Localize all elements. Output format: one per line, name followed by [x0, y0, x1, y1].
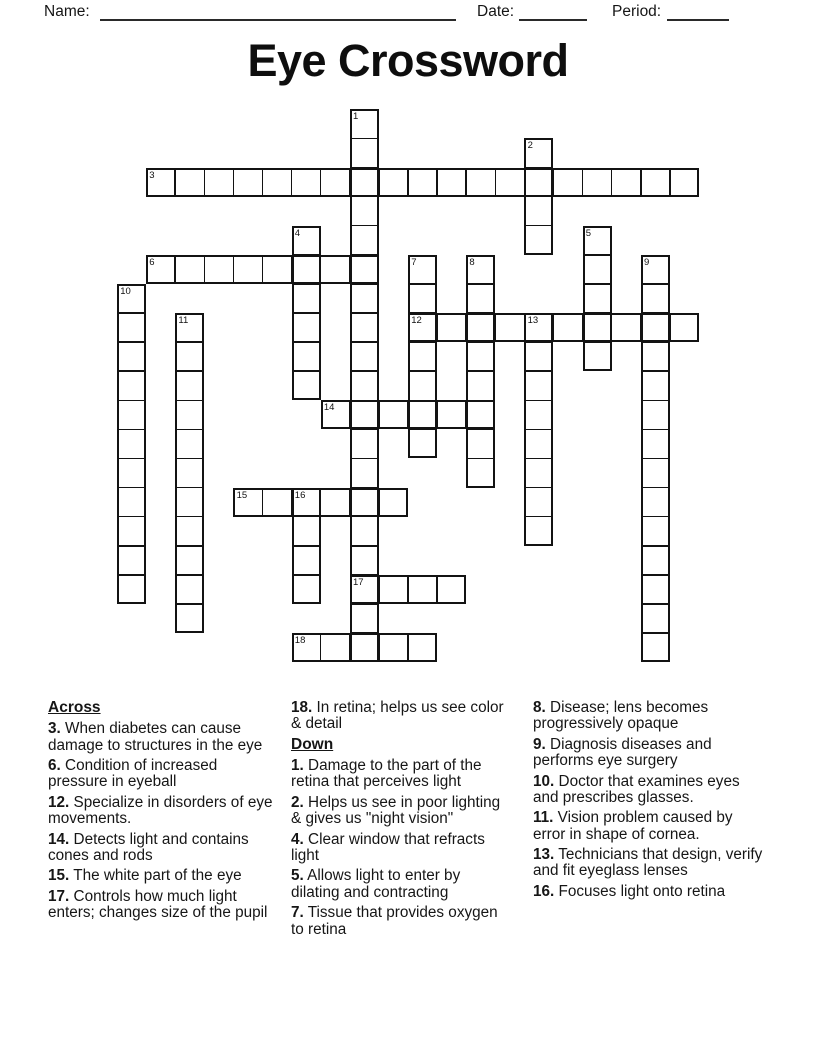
- cell-divider: [291, 169, 293, 196]
- cell-divider: [525, 458, 552, 460]
- cell-divider: [293, 312, 320, 314]
- cell-divider: [642, 603, 669, 605]
- cell-divider: [351, 341, 378, 343]
- cell-divider: [467, 458, 494, 460]
- clue-column-2: [291, 700, 507, 942]
- cell-divider: [407, 634, 409, 661]
- cell-divider: [378, 489, 380, 516]
- cell-divider: [611, 169, 613, 196]
- cell-divider: [320, 634, 322, 661]
- cell-divider: [525, 225, 552, 227]
- cell-divider: [320, 489, 322, 516]
- cell-divider: [640, 169, 642, 196]
- cell-divider: [436, 314, 438, 341]
- cell-divider: [351, 370, 378, 372]
- clue-5: 5. Allows light to enter by dilating and contracting: [291, 867, 461, 901]
- cell-divider: [640, 314, 642, 341]
- cell-divider: [642, 516, 669, 518]
- cell-divider: [262, 256, 264, 283]
- cell-divider: [176, 429, 203, 431]
- cell-divider: [351, 138, 378, 140]
- cell-divider: [291, 256, 293, 283]
- cell-divider: [642, 370, 669, 372]
- cell-divider: [174, 169, 176, 196]
- cell-divider: [378, 401, 380, 428]
- cell-divider: [495, 169, 497, 196]
- cell-divider: [436, 576, 438, 603]
- clue-3: 3. When diabetes can cause damage to structures in the eye: [48, 720, 263, 754]
- cell-divider: [351, 283, 378, 285]
- cell-divider: [351, 458, 378, 460]
- word-10-down: [117, 284, 146, 604]
- cell-divider: [118, 487, 145, 489]
- cell-divider: [351, 545, 378, 547]
- clue-7: 7. Tissue that provides oxygen to retina: [291, 904, 498, 938]
- cell-divider: [465, 169, 467, 196]
- cell-divider: [669, 314, 671, 341]
- cell-divider: [409, 429, 436, 431]
- cell-divider: [351, 196, 378, 198]
- cell-divider: [524, 169, 526, 196]
- cell-divider: [582, 314, 584, 341]
- cell-divider: [407, 576, 409, 603]
- cell-divider: [176, 516, 203, 518]
- cell-divider: [436, 401, 438, 428]
- cell-divider: [642, 400, 669, 402]
- cell-number-12: 12: [411, 315, 422, 326]
- cell-divider: [118, 429, 145, 431]
- cell-divider: [611, 314, 613, 341]
- cell-divider: [349, 256, 351, 283]
- cell-divider: [467, 429, 494, 431]
- cell-divider: [349, 489, 351, 516]
- cell-divider: [409, 283, 436, 285]
- cell-divider: [467, 312, 494, 314]
- cell-divider: [351, 312, 378, 314]
- cell-divider: [642, 487, 669, 489]
- cell-divider: [525, 196, 552, 198]
- cell-divider: [409, 400, 436, 402]
- cell-divider: [118, 400, 145, 402]
- cell-number-16: 16: [294, 489, 306, 501]
- word-5-down: [583, 226, 612, 372]
- cell-divider: [525, 370, 552, 372]
- cell-divider: [293, 283, 320, 285]
- clue-17: 17. Controls how much light enters; changes size of the pupil: [48, 887, 268, 922]
- clue-2: 2. Helps us see in poor lighting & gives us "night vision": [291, 793, 501, 828]
- cell-divider: [525, 167, 552, 169]
- cell-divider: [407, 401, 409, 428]
- cell-divider: [176, 487, 203, 489]
- cell-divider: [525, 516, 552, 518]
- cell-number-14: 14: [323, 402, 335, 414]
- cell-divider: [351, 516, 378, 518]
- cell-number-7: 7: [411, 256, 417, 268]
- cell-divider: [351, 603, 378, 605]
- cell-divider: [351, 429, 378, 431]
- cell-divider: [176, 370, 203, 372]
- cell-divider: [293, 341, 320, 343]
- cell-divider: [553, 169, 555, 196]
- cell-divider: [642, 632, 669, 634]
- clue-10: 10. Doctor that examines eyes and prescribes glasses.: [533, 772, 740, 806]
- clues-heading-across: Across: [48, 699, 101, 716]
- cell-divider: [204, 256, 206, 283]
- cell-divider: [553, 314, 555, 341]
- cell-divider: [118, 516, 145, 518]
- clue-4: 4. Clear window that refracts light: [291, 830, 485, 864]
- cell-divider: [525, 487, 552, 489]
- cell-divider: [349, 169, 351, 196]
- cell-divider: [320, 169, 322, 196]
- clue-6: 6. Condition of increased pressure in eyeball: [48, 757, 218, 791]
- cell-divider: [642, 458, 669, 460]
- cell-divider: [118, 341, 145, 343]
- cell-divider: [233, 169, 235, 196]
- cell-divider: [524, 314, 526, 341]
- cell-divider: [467, 400, 494, 402]
- cell-divider: [495, 314, 497, 341]
- cell-divider: [293, 574, 320, 576]
- cell-divider: [293, 545, 320, 547]
- cell-number-6: 6: [149, 256, 155, 268]
- clue-16: 16. Focuses light onto retina: [533, 882, 726, 900]
- cell-number-5: 5: [585, 227, 592, 239]
- clue-11: 11. Vision problem caused by error in shape of cornea.: [533, 809, 733, 843]
- cell-divider: [467, 370, 494, 372]
- cell-divider: [409, 341, 436, 343]
- cell-divider: [320, 256, 322, 283]
- cell-divider: [584, 341, 611, 343]
- cell-divider: [525, 429, 552, 431]
- cell-divider: [582, 169, 584, 196]
- clue-1: 1. Damage to the part of the retina that perceives light: [291, 757, 482, 791]
- cell-number-10: 10: [120, 285, 131, 297]
- cell-divider: [467, 341, 494, 343]
- cell-divider: [436, 169, 438, 196]
- cell-divider: [349, 634, 351, 661]
- cell-divider: [291, 489, 293, 516]
- cell-number-2: 2: [527, 140, 533, 152]
- name-label: Name:: [44, 3, 90, 20]
- cell-divider: [174, 256, 176, 283]
- cell-number-17: 17: [353, 576, 364, 588]
- cell-divider: [409, 370, 436, 372]
- cell-divider: [584, 254, 611, 256]
- cell-number-9: 9: [644, 256, 650, 268]
- cell-divider: [584, 312, 611, 314]
- cell-divider: [584, 283, 611, 285]
- cell-divider: [409, 312, 436, 314]
- cell-divider: [378, 634, 380, 661]
- cell-number-4: 4: [294, 227, 301, 239]
- clue-15: 15. The white part of the eye: [48, 867, 242, 885]
- cell-divider: [293, 516, 320, 518]
- cell-divider: [642, 574, 669, 576]
- cell-divider: [118, 370, 145, 372]
- cell-divider: [378, 169, 380, 196]
- word-11-down: [175, 313, 204, 633]
- clue-12: 12. Specialize in disorders of eye movements.: [48, 793, 273, 828]
- cell-number-18: 18: [294, 635, 306, 647]
- cell-divider: [176, 603, 203, 605]
- cell-divider: [351, 225, 378, 227]
- clue-column-1: [48, 700, 276, 926]
- period-label: Period:: [612, 3, 662, 20]
- cell-divider: [669, 169, 671, 196]
- cell-divider: [351, 574, 378, 576]
- cell-divider: [293, 370, 320, 372]
- clue-13: 13. Technicians that design, verify and fit eyeglass lenses: [533, 846, 763, 880]
- cell-divider: [118, 458, 145, 460]
- clue-14: 14. Detects light and contains cones and rods: [48, 830, 249, 864]
- cell-number-8: 8: [469, 256, 475, 268]
- clue-column-3: [533, 700, 763, 904]
- cell-number-13: 13: [527, 315, 539, 326]
- cell-divider: [642, 341, 669, 343]
- cell-divider: [233, 256, 235, 283]
- cell-divider: [467, 283, 494, 285]
- cell-divider: [176, 545, 203, 547]
- cell-divider: [642, 283, 669, 285]
- cell-divider: [351, 632, 378, 634]
- cell-divider: [262, 169, 264, 196]
- cell-divider: [349, 401, 351, 428]
- cell-divider: [176, 458, 203, 460]
- clue-18: 18. In retina; helps us see color & detail: [291, 699, 504, 733]
- cell-divider: [118, 574, 145, 576]
- cell-divider: [176, 400, 203, 402]
- cell-divider: [262, 489, 264, 516]
- clues-heading-down: Down: [291, 735, 334, 753]
- page-title: Eye Crossword: [247, 35, 569, 86]
- date-label: Date:: [477, 3, 515, 20]
- cell-divider: [351, 254, 378, 256]
- cell-divider: [293, 254, 320, 256]
- clue-9: 9. Diagnosis diseases and performs eye surgery: [533, 735, 712, 770]
- cell-divider: [642, 545, 669, 547]
- word-3-across: [146, 168, 699, 197]
- cell-number-3: 3: [149, 169, 155, 181]
- cell-divider: [351, 400, 378, 402]
- cell-divider: [465, 401, 467, 428]
- cell-divider: [525, 400, 552, 402]
- cell-number-1: 1: [353, 111, 359, 123]
- cell-divider: [351, 167, 378, 169]
- cell-divider: [118, 312, 145, 314]
- cell-divider: [525, 341, 552, 343]
- cell-divider: [642, 312, 669, 314]
- cell-number-15: 15: [236, 489, 248, 501]
- cell-divider: [378, 576, 380, 603]
- cell-divider: [118, 545, 145, 547]
- cell-divider: [642, 429, 669, 431]
- clue-8: 8. Disease; lens becomes progressively opaque: [533, 699, 709, 733]
- cell-divider: [465, 314, 467, 341]
- cell-divider: [351, 487, 378, 489]
- cell-divider: [176, 574, 203, 576]
- cell-divider: [204, 169, 206, 196]
- cell-divider: [407, 169, 409, 196]
- cell-divider: [176, 341, 203, 343]
- cell-number-11: 11: [178, 315, 189, 326]
